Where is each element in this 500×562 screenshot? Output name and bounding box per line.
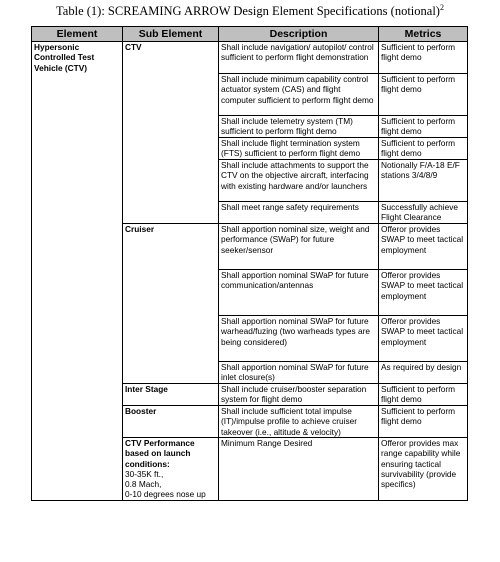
description-cell: Shall include navigation/ autopilot/ control sufficient to perform flight demonstration (219, 42, 379, 74)
metric-cell: Offeror provides SWAP to meet tactical employment (379, 270, 468, 316)
element-cell: Hypersonic Controlled Test Vehicle (CTV) (32, 42, 123, 501)
description-cell: Shall apportion nominal SWaP for future inlet closure(s) (219, 362, 379, 384)
metric-cell: Notionally F/A-18 E/F stations 3/4/8/9 (379, 160, 468, 202)
performance-condition: 0-10 degrees nose up (125, 489, 206, 500)
description-cell: Minimum Range Desired (219, 438, 379, 501)
metric-cell: Offeror provides max range capability while ensuring tactical survivability (provide specifics) (379, 438, 468, 501)
metric-cell: Sufficient to perform flight demo (379, 74, 468, 116)
metric-cell: Sufficient to perform flight demo (379, 384, 468, 406)
header-sub-element: Sub Element (123, 27, 219, 42)
header-element: Element (32, 27, 123, 42)
metric-cell: Sufficient to perform flight demo (379, 42, 468, 74)
metric-cell: Sufficient to perform flight demo (379, 138, 468, 160)
sub-element-cruiser: Cruiser (123, 224, 219, 384)
description-cell: Shall apportion nominal SWaP for future communication/antennas (219, 270, 379, 316)
metric-cell: As required by design (379, 362, 468, 384)
performance-condition: 0.8 Mach, (125, 479, 162, 490)
header-metrics: Metrics (379, 27, 468, 42)
description-cell: Shall include attachments to support the CTV on the objective aircraft, interfacing with existing hardware and/or launchers (219, 160, 379, 202)
description-cell: Shall meet range safety requirements (219, 202, 379, 224)
table-caption (0, 4, 500, 19)
description-cell: Shall include telemetry system (TM) sufficient to perform flight demo (219, 116, 379, 138)
sub-element-booster: Booster (123, 406, 219, 438)
description-cell: Shall include minimum capability control actuator system (CAS) and flight computer sufficient to perform flight demo (219, 74, 379, 116)
description-cell: Shall apportion nominal size, weight and performance (SWaP) for future seeker/sensor (219, 224, 379, 270)
performance-condition: 30-35K ft., (125, 468, 164, 479)
metric-cell: Sufficient to perform flight demo (379, 406, 468, 438)
metric-cell: Offeror provides SWAP to meet tactical employment (379, 224, 468, 270)
specifications-table (31, 26, 468, 501)
table-row (32, 42, 468, 74)
sub-element-inter-stage: Inter Stage (123, 384, 219, 406)
metric-cell: Successfully achieve Flight Clearance (379, 202, 468, 224)
description-cell: Shall include sufficient total impulse (IT)/impulse profile to achieve cruiser takeover (i.e., altitude & velocity) (219, 406, 379, 438)
caption-footnote-marker: 2 (439, 3, 444, 12)
sub-element-ctv: CTV (123, 42, 219, 224)
description-cell: Shall apportion nominal SWaP for future warhead/fuzing (two warheads types are being considered) (219, 316, 379, 362)
caption-text: Table (1): SCREAMING ARROW Design Element Specifications (notional) (56, 4, 440, 18)
header-row (32, 27, 468, 42)
header-description: Description (219, 27, 379, 42)
sub-element-ctv-performance (123, 438, 219, 501)
metric-cell: Sufficient to perform flight demo (379, 116, 468, 138)
description-cell: Shall include cruiser/booster separation system for flight demo (219, 384, 379, 406)
metric-cell: Offeror provides SWAP to meet tactical employment (379, 316, 468, 362)
performance-title: CTV Performance based on launch conditions: (125, 438, 195, 469)
description-cell: Shall include flight termination system (FTS) sufficient to perform flight demo (219, 138, 379, 160)
